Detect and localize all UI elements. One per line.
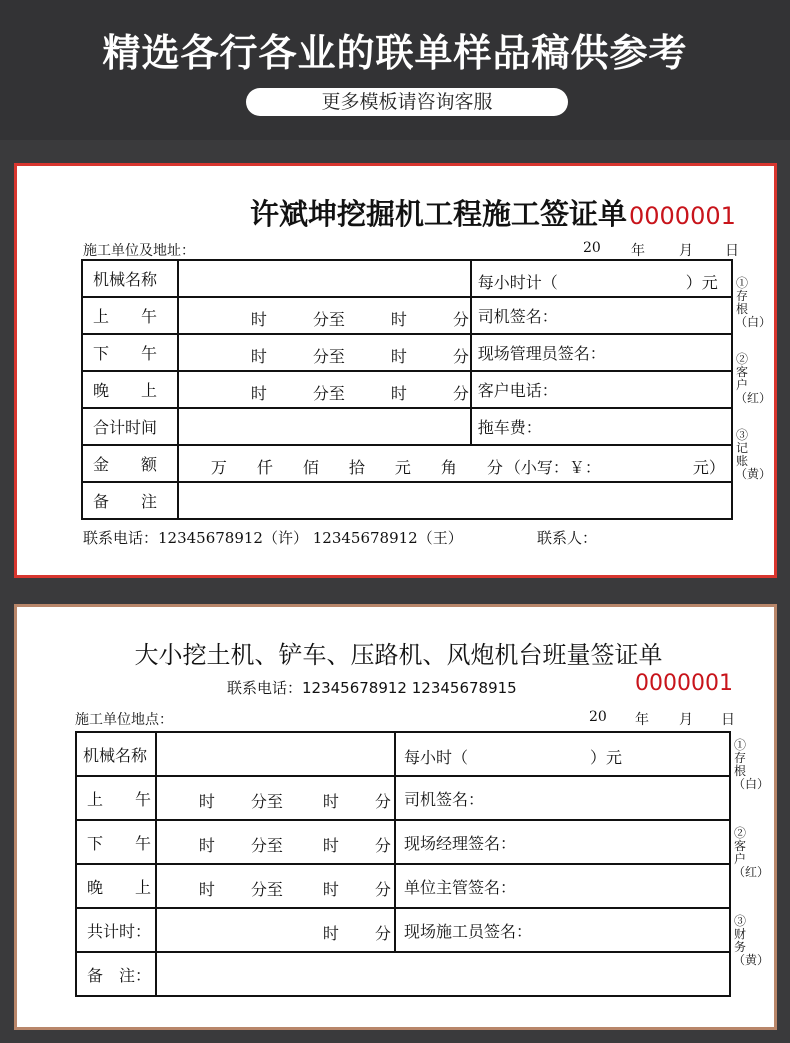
form2-date-year: 年 [635,712,649,728]
form1-evening-time-field[interactable] [178,371,471,408]
form2-machine-name-label: 机械名称 [76,732,156,776]
form1-min-unit: 分 [452,310,469,329]
form1-morning-time-field[interactable] [178,297,471,334]
form1-hour-unit: 时 [250,310,267,329]
form1-min-unit: 分 [452,347,469,366]
banner-title: 精选各行各业的联单样品稿供参考 [102,31,688,75]
form1-remarks-label: 备 注 [82,482,178,519]
form2-side-copy-3: ③财务（黄） [733,914,770,967]
form1-hour-unit: 时 [250,384,267,403]
form2-hour-unit: 时 [322,880,339,899]
form1-hourly-rate-field[interactable] [471,260,732,297]
form1-date-day: 日 [725,243,739,259]
form1-machine-name-field[interactable] [178,260,471,297]
form1-driver-sign-field[interactable]: 司机签名： [471,297,732,334]
form2-remarks-field[interactable] [156,952,730,996]
form1-tow-fee-field[interactable]: 拖车费： [471,408,732,445]
form1-date-month: 月 [679,243,693,259]
form1-unit-label: 施工单位及地址： [83,243,195,259]
form1-table [81,259,733,520]
form1-footer-contact: 联系人： [537,529,598,547]
form2-side-copy-1: ①存根（白） [733,738,770,791]
form1-amount-unit-fen: 分 [486,458,503,477]
form1-date-year-prefix: 20 [583,240,601,256]
form1-amount-small-label: （小写：￥： [504,458,601,477]
form2-site-manager-sign-field[interactable]: 现场经理签名： [395,820,730,864]
form2-min-unit: 分 [374,836,391,855]
form1-afternoon-label: 下 午 [82,334,178,371]
form2-table [75,731,731,997]
form2-hourly-label: 每小时（ [404,748,469,767]
form1-min-to-unit: 分至 [312,310,345,329]
form2-min-unit: 分 [374,880,391,899]
form1-afternoon-time-field[interactable] [178,334,471,371]
header-banner [0,0,790,140]
form2-evening-label: 晚 上 [76,864,156,908]
form2-total-time-label: 共计时： [76,908,156,952]
form1-hour-unit: 时 [390,310,407,329]
form2-evening-time-field[interactable] [156,864,395,908]
form1-side-copy-3: ③记账（黄） [735,428,772,481]
form2-phone: 联系电话：12345678912 12345678915 [227,679,517,697]
form1-amount-unit-wan: 万 [210,458,227,477]
form1-amount-label: 金 额 [82,445,178,482]
form2-min-to-unit: 分至 [250,836,283,855]
form2-min-unit: 分 [374,924,391,943]
form2-min-to-unit: 分至 [250,880,283,899]
form1-amount-small-unit: 元） [692,458,725,477]
form1-machine-name-label: 机械名称 [82,260,178,297]
form2-hour-unit: 时 [322,792,339,811]
form1-amount-unit-qian: 仟 [256,458,273,477]
form2-title: 大小挖土机、铲车、压路机、风炮机台班量签证单 [134,641,663,669]
form1-amount-field[interactable] [178,445,732,482]
form1-min-to-unit: 分至 [312,347,345,366]
form2-hour-unit: 时 [198,792,215,811]
form1-date-year: 年 [631,243,645,259]
form1-evening-label: 晚 上 [82,371,178,408]
form2-serial-number: 0000001 [635,671,733,696]
form2-hour-unit: 时 [198,836,215,855]
form2-hour-unit: 时 [322,836,339,855]
form1-amount-unit-jiao: 角 [440,458,457,477]
form2-remarks-label: 备 注： [76,952,156,996]
form1-site-manager-sign-field[interactable]: 现场管理员签名： [471,334,732,371]
form2-afternoon-time-field[interactable] [156,820,395,864]
form1-hour-unit: 时 [390,384,407,403]
form1-hour-unit: 时 [250,347,267,366]
form1-hour-unit: 时 [390,347,407,366]
form2-min-unit: 分 [374,792,391,811]
banner-subtitle-pill[interactable]: 更多模板请咨询客服 [246,88,568,116]
form1-hourly-rate-label: 每小时计（ [477,273,558,292]
form2-afternoon-label: 下 午 [76,820,156,864]
form2-date-month: 月 [679,712,693,728]
form1-footer-phone: 联系电话：12345678912（许） 12345678912（王） [83,529,463,547]
form2-side-copy-2: ②客户（红） [733,826,770,879]
form1-amount-unit-shi: 拾 [348,458,365,477]
form2-machine-name-field[interactable] [156,732,395,776]
form2-morning-time-field[interactable] [156,776,395,820]
form1-hourly-rate-unit: ）元 [685,273,718,292]
form2-unit-supervisor-sign-field[interactable]: 单位主管签名： [395,864,730,908]
form2-unit-label: 施工单位地点： [75,712,173,728]
form2-min-to-unit: 分至 [250,792,283,811]
form2-driver-sign-field[interactable]: 司机签名： [395,776,730,820]
form2-hour-unit: 时 [198,880,215,899]
form1-customer-phone-field[interactable]: 客户电话： [471,371,732,408]
form1-serial-number: 0000001 [629,202,736,230]
form1-amount-unit-bai: 佰 [302,458,319,477]
form1-total-time-field[interactable] [178,408,471,445]
form2-date-day: 日 [721,712,735,728]
form2-site-worker-sign-field[interactable]: 现场施工员签名： [395,908,730,952]
form2-morning-label: 上 午 [76,776,156,820]
form1-total-time-label: 合计时间 [82,408,178,445]
form2-hour-unit: 时 [322,924,339,943]
form1-side-copy-2: ②客户（红） [735,352,772,405]
form1-side-copy-1: ①存根（白） [735,276,772,329]
form1-morning-label: 上 午 [82,297,178,334]
form-card-2 [14,604,777,1030]
form2-total-time-field[interactable] [156,908,395,952]
form-card-1 [14,163,777,578]
form2-date-year-prefix: 20 [589,709,607,725]
form2-hourly-field[interactable] [395,732,730,776]
form1-title: 许斌坤挖掘机工程施工签证单 [249,197,627,231]
form1-amount-unit-yuan: 元 [394,458,411,477]
form2-hourly-unit: ）元 [590,748,623,767]
form1-min-unit: 分 [452,384,469,403]
form1-remarks-field[interactable] [178,482,732,519]
form1-min-to-unit: 分至 [312,384,345,403]
